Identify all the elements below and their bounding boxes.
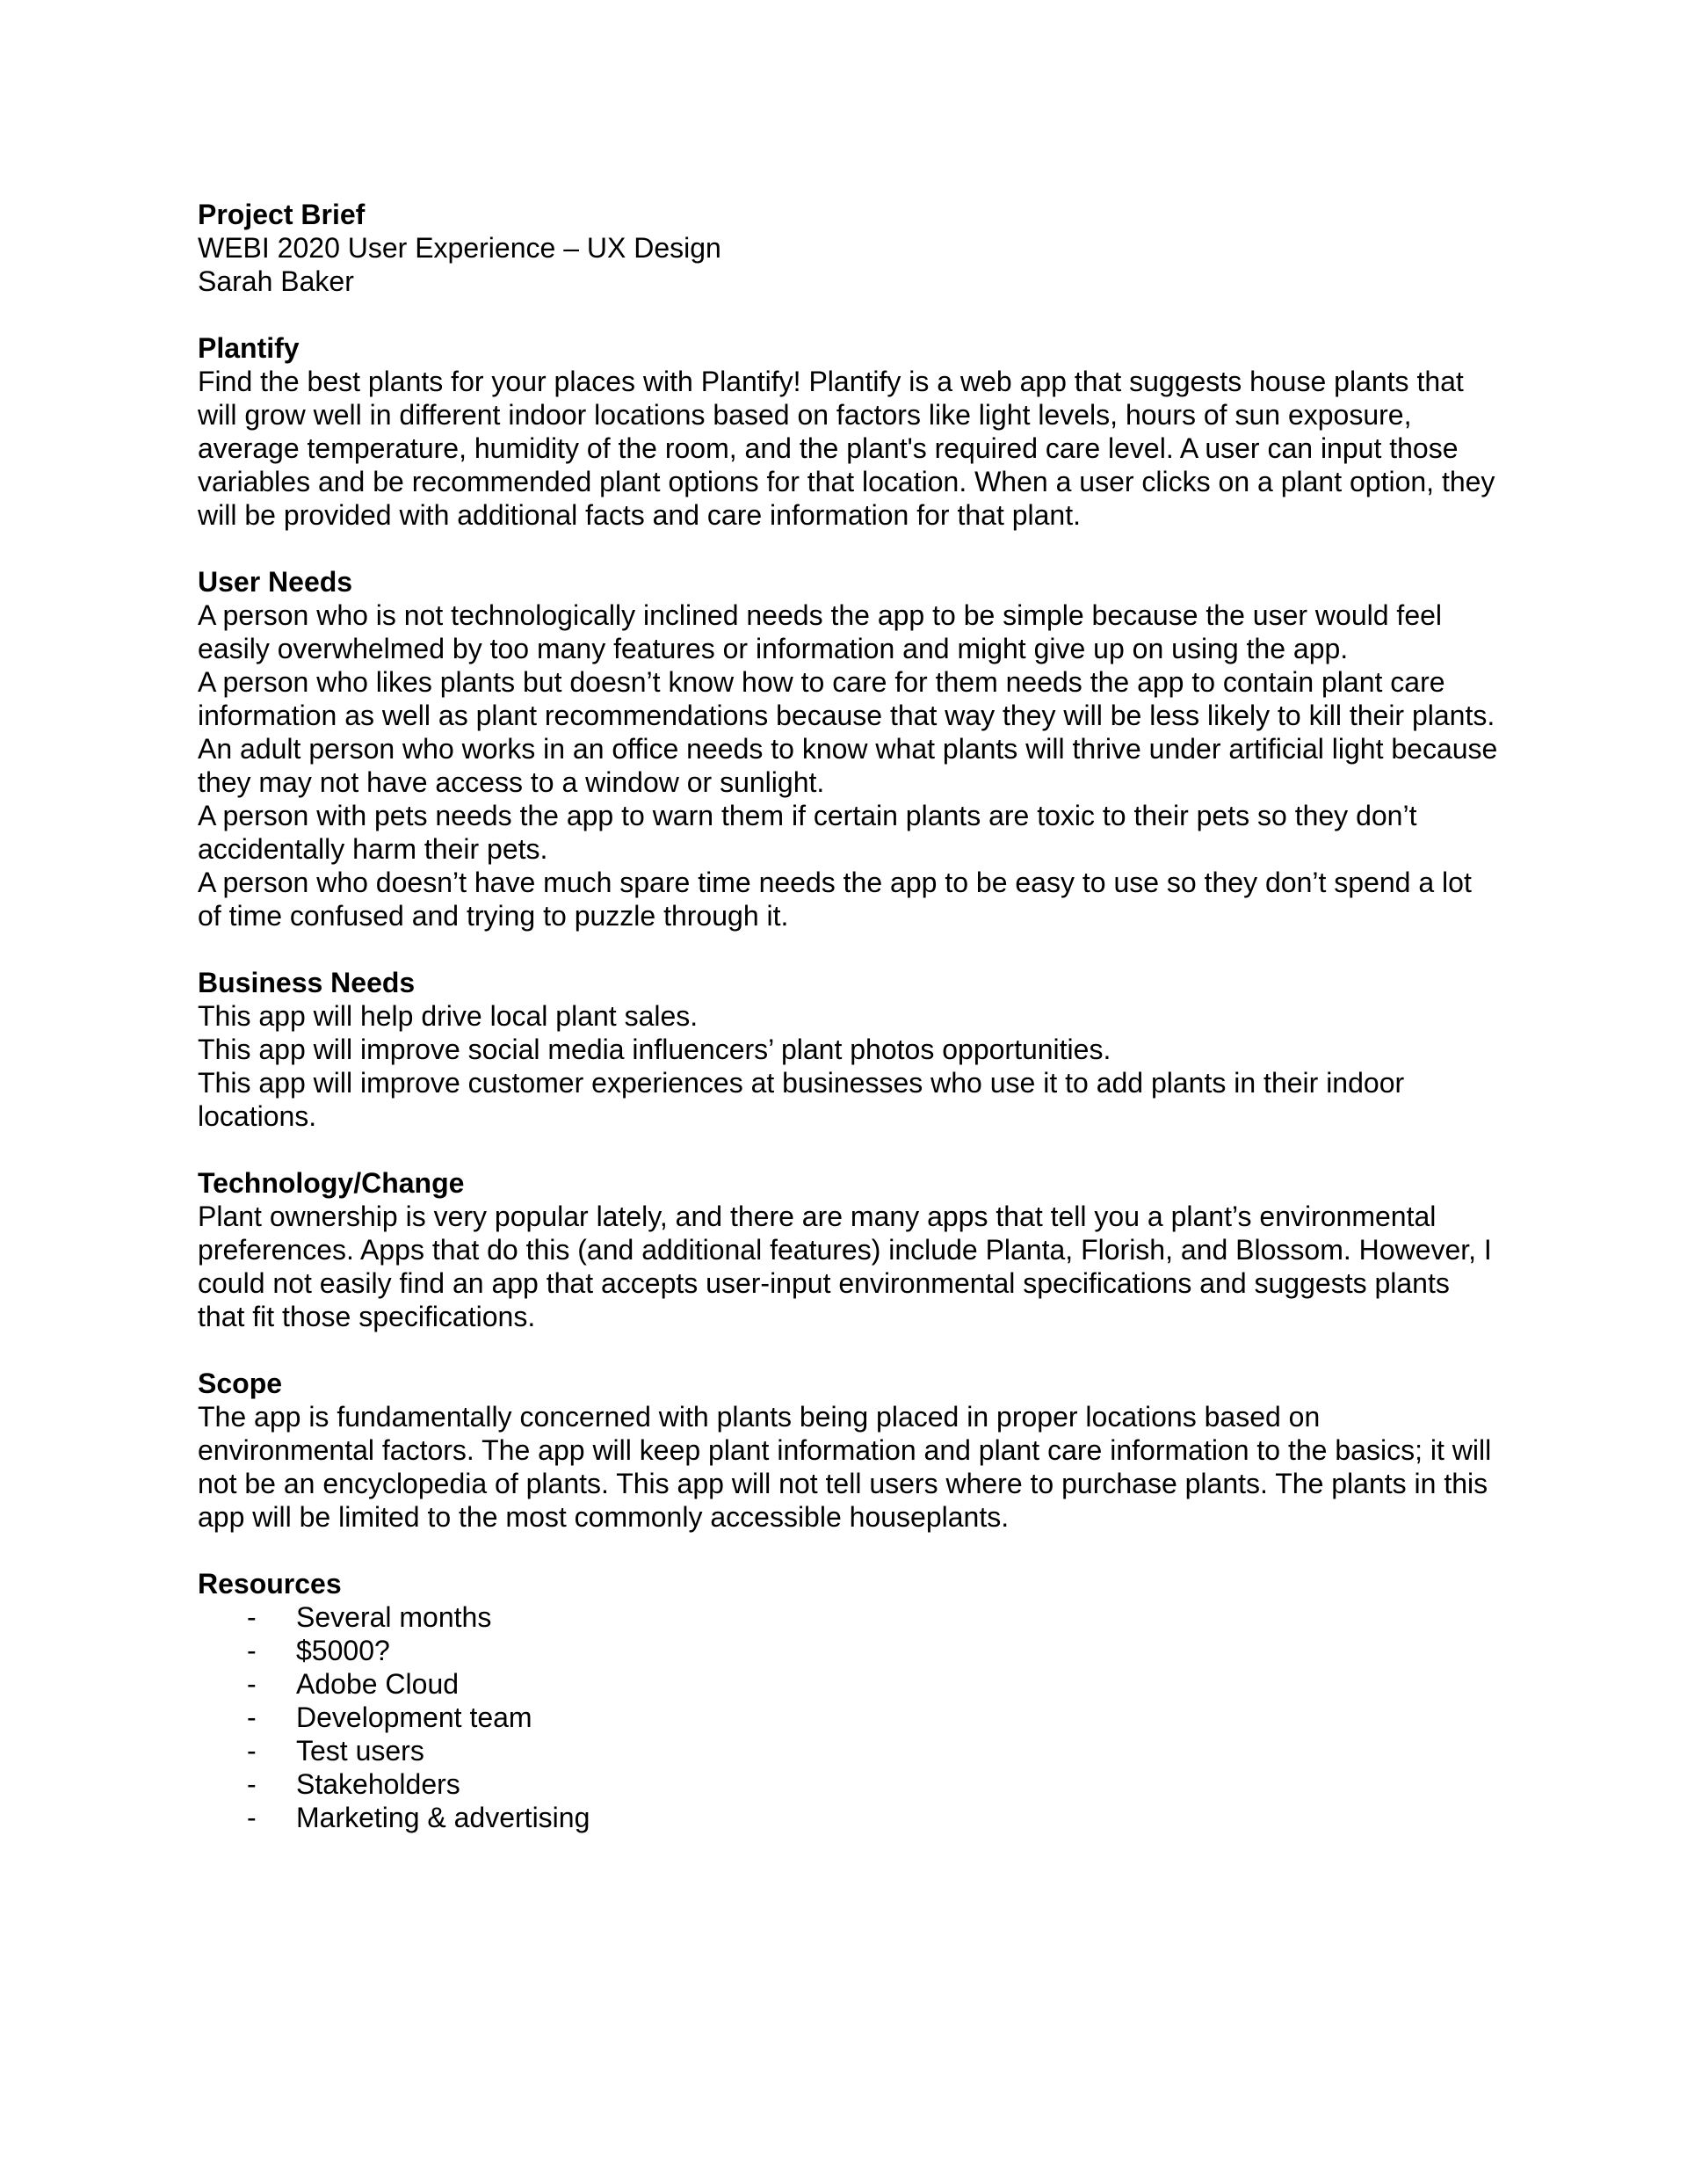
user-needs-section: [198, 565, 1498, 932]
user-needs-heading: User Needs: [198, 566, 353, 598]
scope-body: The app is fundamentally concerned with plants being placed in proper locations based on environmental factors. The app will keep plant information and plant care information to the basics; it will not be an encyclopedia of plants. This app will not tell users where to purchase plants. The plants in this app will be limited to the most commonly accessible houseplants.: [198, 1401, 1492, 1533]
bullet-dash: -: [247, 1601, 257, 1633]
user-need-item: An adult person who works in an office needs to know what plants will thrive under artificial light because they may not have access to a window or sunlight.: [198, 733, 1498, 798]
scope-section: [198, 1367, 1498, 1534]
resource-text: Marketing & advertising: [296, 1802, 590, 1833]
resource-text: $5000?: [296, 1635, 390, 1666]
list-item: [198, 1801, 1498, 1834]
document-title: Project Brief: [198, 199, 366, 230]
business-need-item: This app will improve social media influencers’ plant photos opportunities.: [198, 1034, 1111, 1065]
document-page: [198, 198, 1498, 1834]
header-block: [198, 198, 1498, 298]
bullet-dash: -: [247, 1768, 257, 1800]
bullet-dash: -: [247, 1802, 257, 1833]
business-needs-section: [198, 966, 1498, 1133]
list-item: [198, 1701, 1498, 1734]
author-name: Sarah Baker: [198, 265, 354, 297]
resource-text: Test users: [296, 1735, 424, 1767]
list-item: [198, 1600, 1498, 1634]
user-need-item: A person who doesn’t have much spare time needs the app to be easy to use so they don’t spend a lot of time confused and trying to puzzle through it.: [198, 867, 1472, 932]
list-item: [198, 1667, 1498, 1701]
bullet-dash: -: [247, 1668, 257, 1700]
plantify-body: Find the best plants for your places with Plantify! Plantify is a web app that suggests house plants that will grow well in different indoor locations based on factors like light levels, hours of sun exposure, average temperature, humidity of the room, and the plant's required care level. A user can input those variables and be recommended plant options for that location. When a user clicks on a plant option, they will be provided with additional facts and care information for that plant.: [198, 366, 1495, 531]
user-need-item: A person who likes plants but doesn’t know how to care for them needs the app to contain plant care information as well as plant recommendations because that way they will be less likely to kill their plants.: [198, 666, 1495, 731]
bullet-dash: -: [247, 1701, 257, 1733]
plantify-heading: Plantify: [198, 332, 300, 364]
user-need-item: A person with pets needs the app to warn them if certain plants are toxic to their pets so they don’t accidentally harm their pets.: [198, 800, 1417, 865]
plantify-section: [198, 331, 1498, 532]
bullet-dash: -: [247, 1735, 257, 1767]
resource-text: Development team: [296, 1701, 532, 1733]
resources-section: [198, 1567, 1498, 1834]
scope-heading: Scope: [198, 1368, 283, 1399]
resource-text: Several months: [296, 1601, 492, 1633]
course-name: WEBI 2020 User Experience – UX Design: [198, 232, 721, 264]
business-needs-heading: Business Needs: [198, 967, 416, 998]
technology-section: [198, 1166, 1498, 1333]
list-item: [198, 1767, 1498, 1801]
list-item: [198, 1734, 1498, 1767]
business-need-item: This app will improve customer experiences at businesses who use it to add plants in their indoor locations.: [198, 1067, 1405, 1132]
resource-text: Stakeholders: [296, 1768, 460, 1800]
business-need-item: This app will help drive local plant sales.: [198, 1000, 699, 1032]
user-need-item: A person who is not technologically inclined needs the app to be simple because the user would feel easily overwhelmed by too many features or information and might give up on using the app.: [198, 599, 1443, 664]
resources-list: [198, 1600, 1498, 1834]
resource-text: Adobe Cloud: [296, 1668, 460, 1700]
bullet-dash: -: [247, 1635, 257, 1666]
technology-body: Plant ownership is very popular lately, and there are many apps that tell you a plant’s environmental preferences. Apps that do this (and additional features) include Planta, Florish, and Blossom. However, I could not easily find an app that accepts user-input environmental specifications and suggests plants that fit those specifications.: [198, 1201, 1492, 1332]
list-item: [198, 1634, 1498, 1667]
technology-heading: Technology/Change: [198, 1167, 465, 1199]
resources-heading: Resources: [198, 1568, 342, 1600]
